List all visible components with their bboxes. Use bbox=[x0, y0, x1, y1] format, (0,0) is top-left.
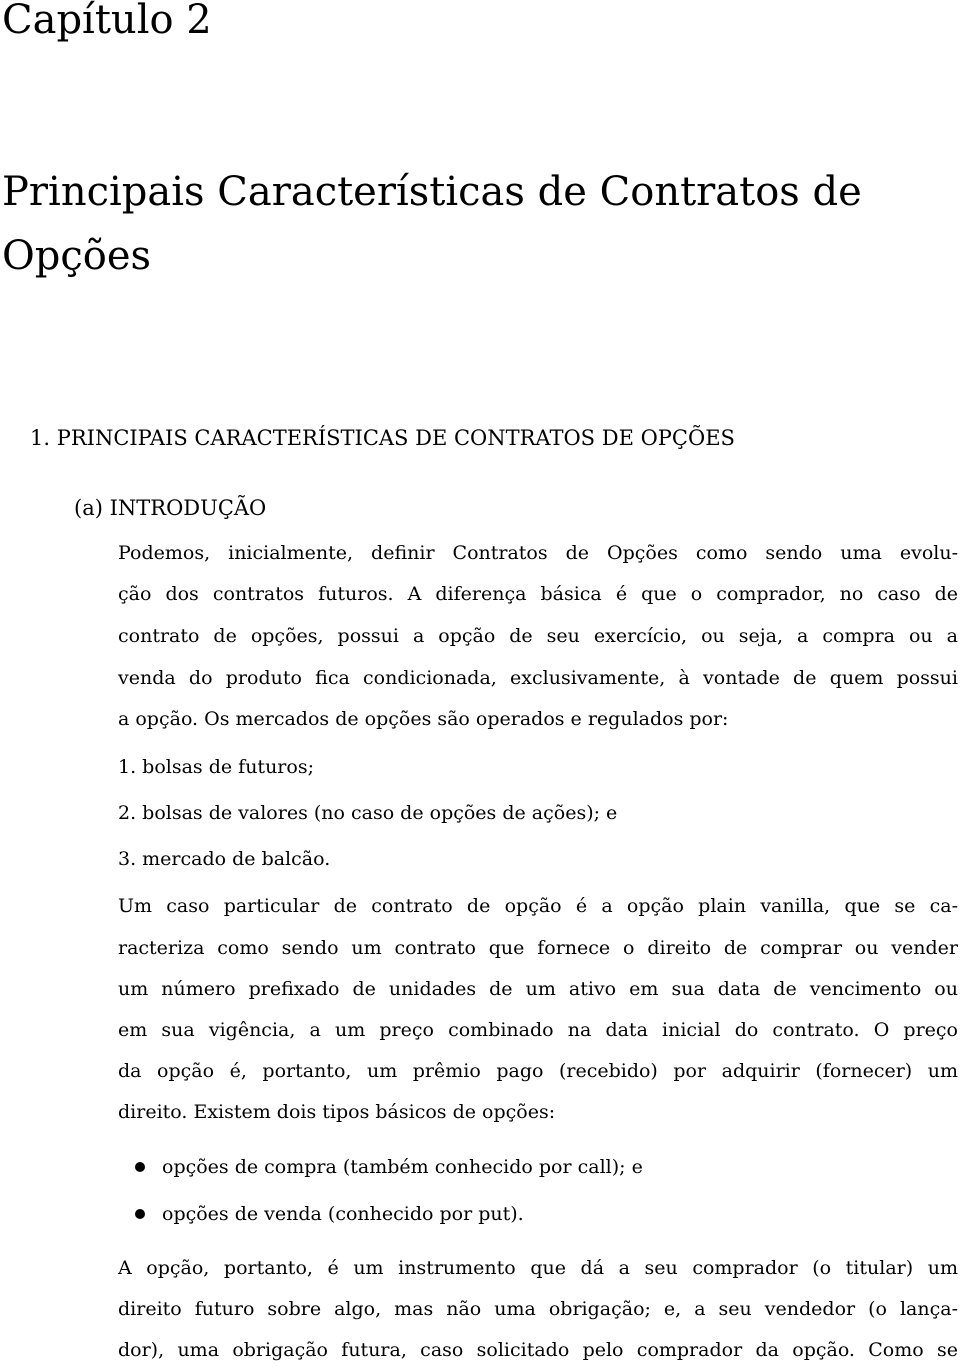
text-line: venda do produto fica condicionada, exclusivamente, à vontade de quem possui bbox=[118, 667, 958, 689]
chapter-title: Principais Características de Contratos de Opções bbox=[2, 169, 862, 279]
text-line: a opção. Os mercados de opções são operados e regulados por: bbox=[118, 708, 729, 730]
list-item-text: opções de compra (também conhecido por call); e bbox=[162, 1156, 643, 1178]
list-item: 3. mercado de balcão. bbox=[118, 848, 331, 870]
bullet-icon bbox=[135, 1209, 145, 1219]
text-line: em sua vigência, a um preço combinado na data inicial do contrato. O preço bbox=[118, 1019, 958, 1041]
text-line: direito futuro sobre algo, mas não uma obrigação; e, a seu vendedor (o lança- bbox=[118, 1298, 958, 1320]
list-item-text: opções de venda (conhecido por put). bbox=[162, 1203, 524, 1225]
list-item: 2. bolsas de valores (no caso de opções de ações); e bbox=[118, 802, 618, 824]
text-line: ção dos contratos futuros. A diferença básica é que o comprador, no caso de bbox=[118, 583, 958, 605]
text-line: racteriza como sendo um contrato que fornece o direito de comprar ou vender bbox=[118, 937, 958, 959]
text-line: dor), uma obrigação futura, caso solicitado pelo comprador da opção. Como se bbox=[118, 1339, 958, 1361]
bullet-icon bbox=[135, 1162, 145, 1172]
text-line: contrato de opções, possui a opção de seu exercício, ou seja, a compra ou a bbox=[118, 625, 958, 647]
list-item: 1. bolsas de futuros; bbox=[118, 756, 314, 778]
text-line: direito. Existem dois tipos básicos de opções: bbox=[118, 1101, 556, 1123]
chapter-label: Capítulo 2 bbox=[2, 0, 212, 43]
subsection-heading: (a) INTRODUÇÃO bbox=[74, 496, 267, 520]
section-heading: 1. PRINCIPAIS CARACTERÍSTICAS DE CONTRATOS DE OPÇÕES bbox=[30, 426, 735, 450]
text-line: um número prefixado de unidades de um ativo em sua data de vencimento ou bbox=[118, 978, 958, 1000]
text-line: Podemos, inicialmente, definir Contratos de Opções como sendo uma evolu- bbox=[118, 542, 958, 564]
text-line: A opção, portanto, é um instrumento que dá a seu comprador (o titular) um bbox=[118, 1257, 958, 1279]
text-line: da opção é, portanto, um prêmio pago (recebido) por adquirir (fornecer) um bbox=[118, 1060, 958, 1082]
text-line: Um caso particular de contrato de opção é a opção plain vanilla, que se ca- bbox=[118, 895, 958, 917]
